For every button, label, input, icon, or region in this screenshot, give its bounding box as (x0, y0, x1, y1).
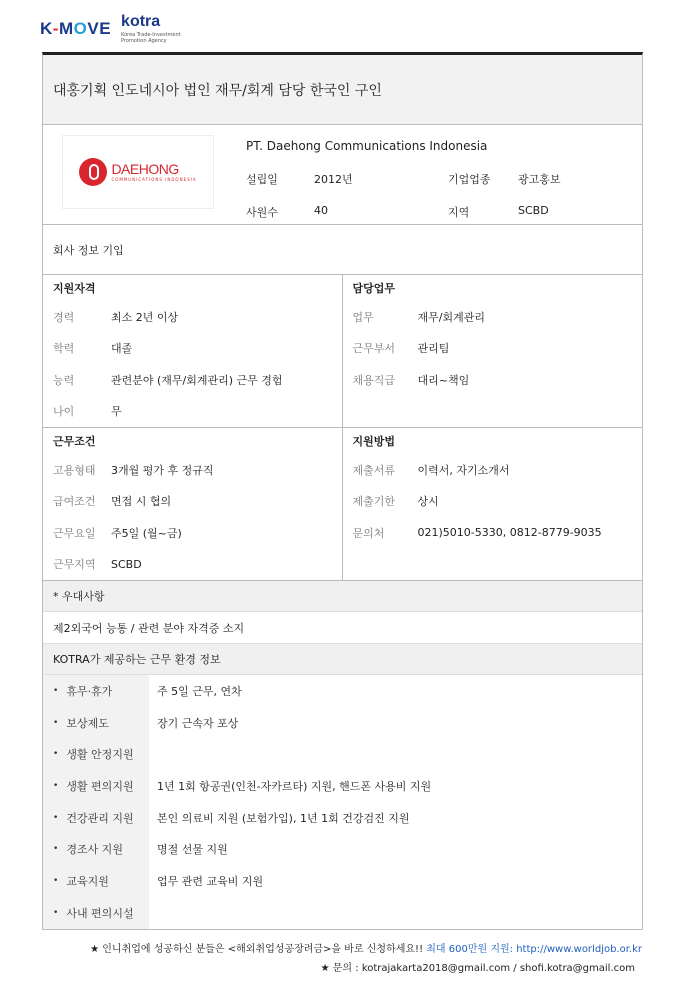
qualification-row: 경력 최소 2년 이상 (53, 310, 179, 324)
kotra-logo: kotra Korea Trade-Investment Promotion Agency (121, 13, 181, 44)
condition-row: 고용형태 3개월 평가 후 정규직 (53, 463, 214, 477)
duty-row: 업무 재무/회계관리 (352, 310, 485, 324)
benefit-row: • 사내 편의시설 (43, 897, 642, 929)
daehong-mark-icon (79, 158, 107, 186)
apply (343, 428, 643, 580)
footer-contact: ★ 문의 : kotrajakarta2018@gmail.com / shofi.kotra@gmail.com (320, 963, 635, 974)
duties (343, 275, 643, 427)
benefit-row: • 경조사 지원 명절 선물 지원 (43, 833, 642, 865)
benefit-row: • 휴무·휴가 주 5일 근무, 연차 (43, 675, 642, 707)
worldjob-link[interactable]: 최대 600만원 지원: http://www.worldjob.or.kr (423, 944, 642, 955)
kmove-logo: K-MOVE (40, 19, 112, 38)
posting-title: 대홍기획 인도네시아 법인 재무/회계 담당 한국인 구인 (43, 55, 642, 125)
qualifications-duties (43, 275, 642, 428)
region-value: SCBD (518, 204, 549, 217)
industry-label: 기업업종 (448, 173, 491, 186)
preference-value: 제2외국어 능통 / 관련 분야 자격증 소지 (43, 612, 642, 644)
benefit-row: • 교육지원 업무 관련 교육비 지원 (43, 865, 642, 897)
benefit-row: • 보상제도 장기 근속자 포상 (43, 707, 642, 739)
region-label: 지역 (448, 206, 470, 219)
duty-row: 채용직급 대리~책임 (352, 373, 470, 387)
benefits-list (43, 675, 642, 930)
company-section (43, 125, 642, 225)
qualification-row: 나이 무 (53, 405, 122, 419)
qualification-row: 학력 대졸 (53, 342, 133, 356)
company-info-heading: 회사 정보 기입 (43, 225, 642, 275)
benefit-row: • 생활 편의지원 1년 1회 항공권(인천-자카르타) 지원, 핸드폰 사용비 지원 (43, 770, 642, 802)
apply-row: 제출서류 이력서, 자기소개서 (352, 463, 510, 477)
benefit-row: • 생활 안정지원 (43, 738, 642, 770)
conditions (43, 428, 343, 580)
duties-heading: 담당업무 (352, 282, 396, 295)
apply-row: 제출기한 상시 (352, 495, 439, 509)
employees-label: 사원수 (246, 206, 278, 219)
duty-row: 근무부서 관리팀 (352, 342, 450, 356)
company-name: PT. Daehong Communications Indonesia (246, 139, 488, 153)
conditions-apply (43, 428, 642, 581)
condition-row: 근무지역 SCBD (53, 557, 142, 572)
qualifications-heading: 지원자격 (53, 282, 96, 295)
founded-label: 설립일 (246, 173, 278, 186)
condition-row: 급여조건 면접 시 협의 (53, 495, 172, 509)
header-logos (40, 14, 185, 44)
founded-value: 2012년 (314, 173, 353, 186)
qualifications (43, 275, 343, 427)
apply-heading: 지원방법 (352, 435, 396, 448)
preference-heading: * 우대사항 (43, 581, 642, 612)
kotra-env-heading: KOTRA가 제공하는 근무 환경 정보 (43, 644, 642, 675)
footer-apply-note: ★ 인니취업에 성공하신 분들은 <해외취업성공장려금>을 바로 신청하세요!! 최대 600만원 지원: http://www.worldjob.or.kr (90, 944, 642, 955)
job-posting (42, 52, 643, 930)
apply-row: 문의처 021)5010-5330, 0812-8779-9035 (352, 526, 602, 540)
industry-value: 광고홍보 (518, 173, 561, 186)
qualification-row: 능력 관련분야 (재무/회계관리) 근무 경험 (53, 373, 283, 387)
conditions-heading: 근무조건 (53, 435, 96, 448)
condition-row: 근무요일 주5일 (월~금) (53, 526, 182, 540)
benefit-row: • 건강관리 지원 본인 의료비 지원 (보험가입), 1년 1회 건강검진 지원 (43, 802, 642, 834)
employees-value: 40 (314, 204, 328, 217)
company-logo: DAEHONG COMMUNICATIONS INDONESIA (62, 135, 214, 209)
